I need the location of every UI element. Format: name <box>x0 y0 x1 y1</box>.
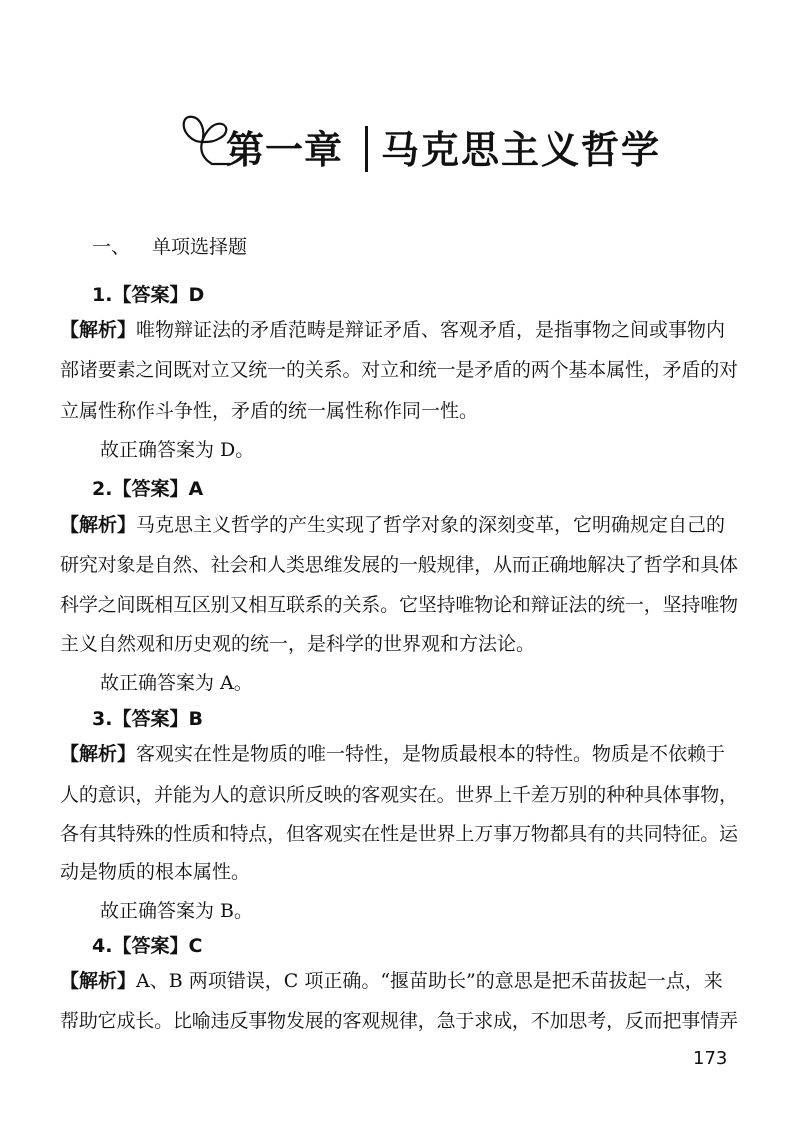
chapter-number: 第一章 <box>226 128 344 172</box>
question-2-conclusion: 故正确答案为 A。 <box>100 672 253 694</box>
question-3-analysis-line: 人的意识，并能为人的意识所反映的客观实在。世界上千差万别的种种具体事物， <box>60 784 738 806</box>
question-2-analysis-line: 科学之间既相互区别又相互联系的关系。它坚持唯物论和辩证法的统一，坚持唯物 <box>60 594 738 616</box>
analysis-tag: 【解析】 <box>60 319 137 341</box>
question-3-analysis-line: 各有其特殊的性质和特点，但客观实在性是世界上万事万物都具有的共同特征。运 <box>60 823 738 845</box>
question-1-answer: 1.【答案】D <box>92 284 205 306</box>
question-2-analysis-line: 【解析】马克思主义哲学的产生实现了哲学对象的深刻变革，它明确规定自己的 <box>60 514 726 536</box>
chapter-title: 马克思主义哲学 <box>381 128 662 172</box>
question-1-analysis-line: 【解析】唯物辩证法的矛盾范畴是辩证矛盾、客观矛盾，是指事物之间或事物内 <box>60 319 726 341</box>
section-number: 一、 <box>92 236 131 258</box>
analysis-tag: 【解析】 <box>60 514 137 536</box>
question-1-analysis-line: 部诸要素之间既对立又统一的关系。对立和统一是矛盾的两个基本属性，矛盾的对 <box>60 359 738 381</box>
question-2-analysis-line: 主义自然观和历史观的统一，是科学的世界观和方法论。 <box>60 633 536 655</box>
question-2-answer: 2.【答案】A <box>92 478 204 500</box>
question-1-conclusion: 故正确答案为 D。 <box>100 439 255 461</box>
analysis-tag: 【解析】 <box>60 743 137 765</box>
section-heading <box>92 232 247 259</box>
question-3-analysis-line: 动是物质的根本属性。 <box>60 861 251 883</box>
analysis-tag: 【解析】 <box>60 970 137 992</box>
chapter-divider <box>365 126 368 172</box>
question-3-answer: 3.【答案】B <box>92 708 203 730</box>
question-4-analysis-line: 【解析】A、B 两项错误，C 项正确。“揠苗助长”的意思是把禾苗拔起一点，来 <box>60 970 723 992</box>
question-4-answer: 4.【答案】C <box>92 935 203 957</box>
question-3-conclusion: 故正确答案为 B。 <box>100 900 254 922</box>
question-1-analysis-line: 立属性称作斗争性，矛盾的统一属性称作同一性。 <box>60 400 479 422</box>
page-number: 173 <box>693 1048 728 1069</box>
question-3-analysis-line: 【解析】客观实在性是物质的唯一特性，是物质最根本的特性。物质是不依赖于 <box>60 743 726 765</box>
sprout-icon <box>178 102 230 168</box>
section-title: 单项选择题 <box>152 236 248 258</box>
chapter-header <box>178 102 662 178</box>
question-4-analysis-line: 帮助它成长。比喻违反事物发展的客观规律，急于求成，不加思考，反而把事情弄 <box>60 1010 738 1032</box>
question-2-analysis-line: 研究对象是自然、社会和人类思维发展的一般规律，从而正确地解决了哲学和具体 <box>60 554 738 576</box>
